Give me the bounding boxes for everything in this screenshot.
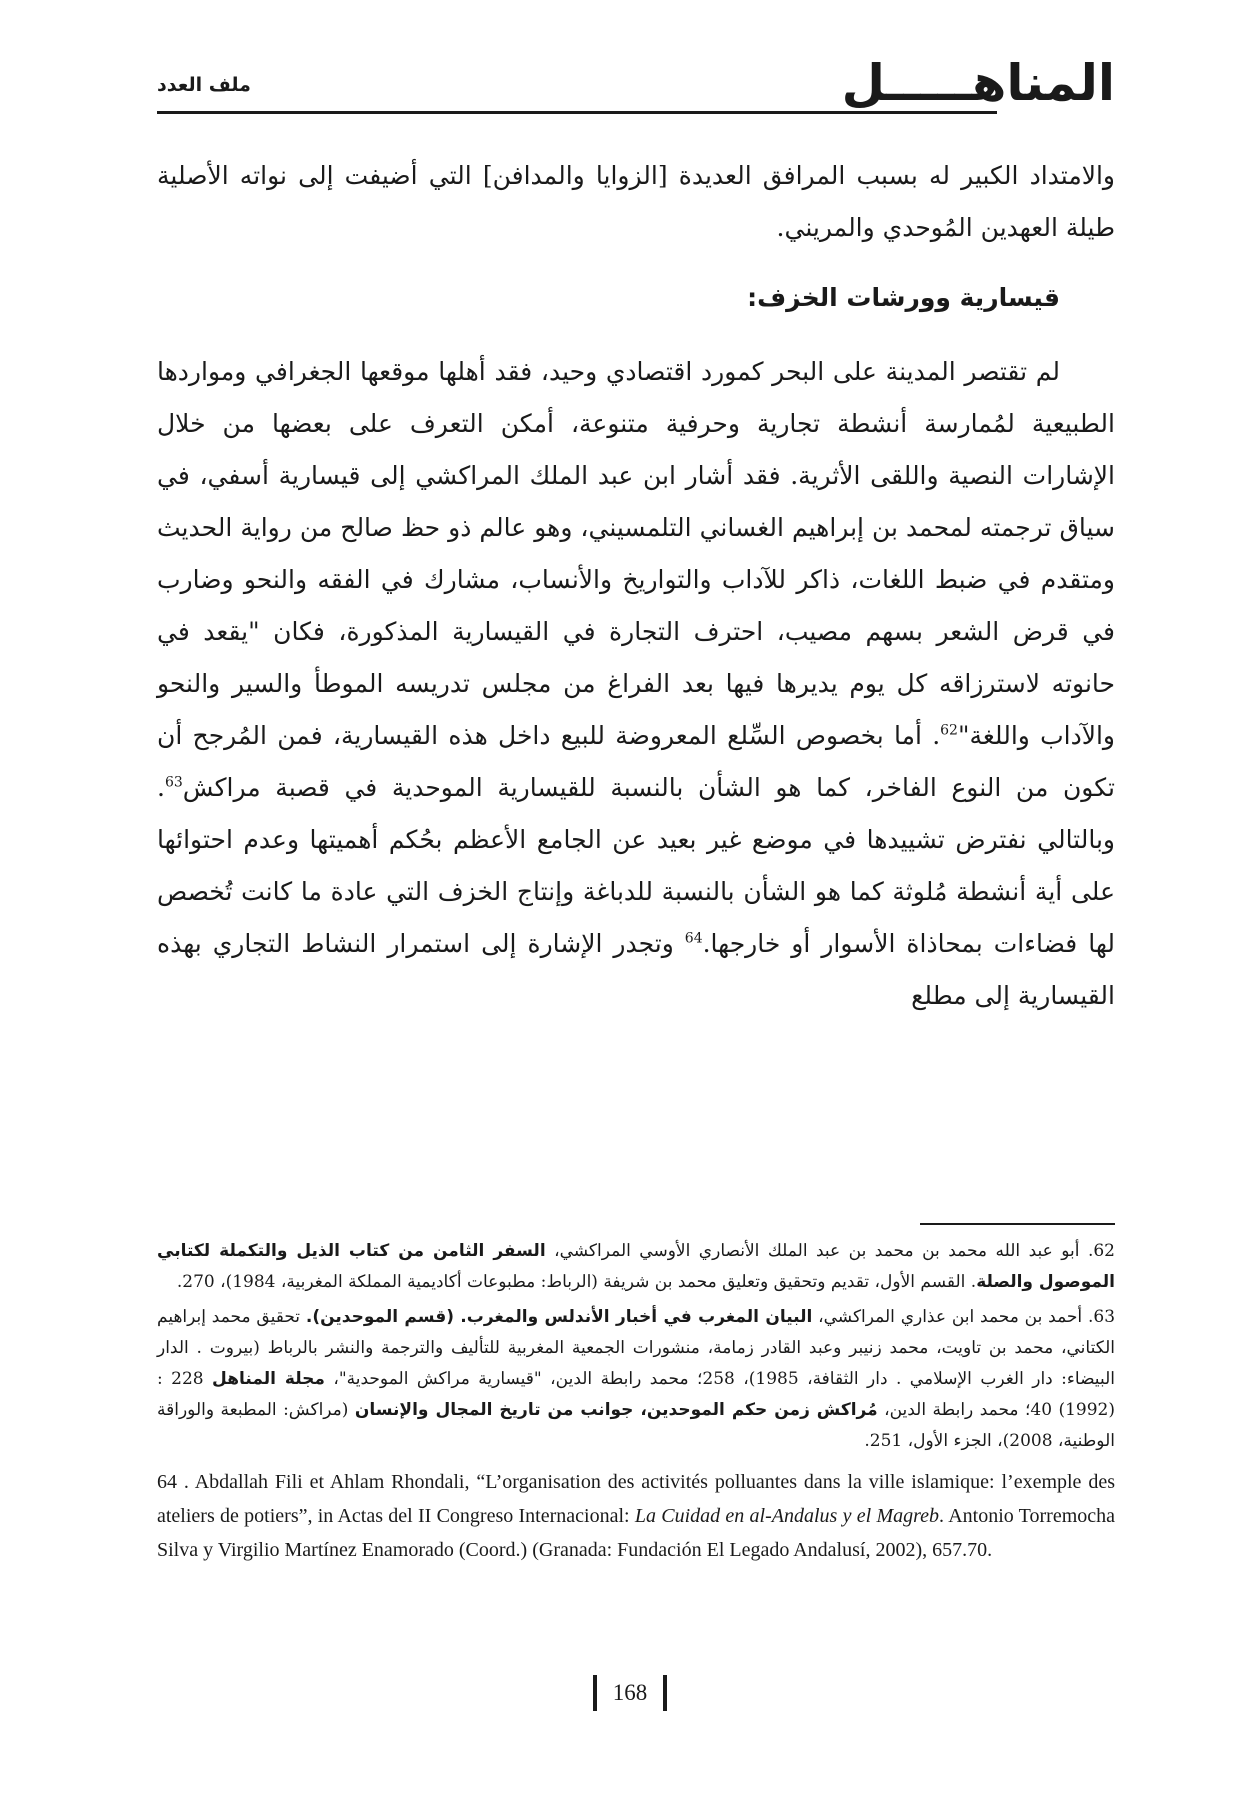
footnote-ref-64[interactable]: 64 — [684, 930, 703, 947]
footnote-62 — [157, 1236, 1115, 1298]
footnote-63-journal: مجلة المناهل — [212, 1369, 325, 1389]
page-footer — [0, 1675, 1260, 1711]
page-number-bar-left — [593, 1675, 597, 1711]
body-text — [157, 150, 1115, 1022]
footnote-separator — [920, 1223, 1115, 1225]
paragraph-2-part-4: وتجدر الإشارة إلى استمرار النشاط التجاري بهذه القيسارية إلى مطلع — [157, 929, 1115, 1010]
footnote-64-text: 64 . Abdallah Fili et Ahlam Rhondali, “L’organisation des activités polluantes dans la ville islamique: l’exemple des ateliers de potiers”, in Actas del II Congreso Internacional: — [157, 1471, 1115, 1527]
running-header — [157, 54, 1115, 118]
footnote-64 — [157, 1465, 1115, 1567]
journal-logo: المناهـــــل — [841, 54, 1115, 112]
footnote-63-details: تحقيق محمد إبراهيم الكتاني، محمد بن تاويت، محمد زنيبر وعبد القادر زمامة، منشورات الجمعية المغربية للتأليف والترجمة والنشر بالرباط (بيروت . الدار البيضاء: دار الغرب الإسلامي . دار الثقافة، 1985)، 258؛ محمد رابطة الدين، "قيسارية مراكش الموحدية"، — [157, 1307, 1115, 1389]
footnote-64-details: . Antonio Torremocha Silva y Virgilio Martínez Enamorado (Coord.) (Granada: Fundación El Legado Andalusí, 2002), 657.70. — [157, 1505, 1116, 1561]
section-title: ملف العدد — [157, 74, 251, 96]
footnote-62-title: السفر الثامن من كتاب الذيل والتكملة لكتابي الموصول والصلة — [157, 1241, 1115, 1292]
footnote-ref-62[interactable]: 62 — [940, 722, 958, 739]
paragraph-2-part-2: . أما بخصوص السِّلع المعروضة للبيع داخل هذه القيسارية، فمن المُرجح أن تكون من النوع الفاخر، كما هو الشأن بالنسبة للقيسارية الموحدية في قصبة مراكش — [157, 721, 1115, 802]
paragraph-2 — [157, 346, 1115, 1022]
footnote-63-book-title: مُراكش زمن حكم الموحدين، جوانب من تاريخ المجال والإنسان — [354, 1400, 878, 1420]
footnotes — [157, 1236, 1115, 1571]
paragraph-2-part-1: لم تقتصر المدينة على البحر كمورد اقتصادي وحيد، فقد أهلها موقعها الجغرافي ومواردها الطبيعية لمُمارسة أنشطة تجارية وحرفية متنوعة، أمكن التعرف على بعضها من خلال الإشارات النصية واللقى الأثرية. فقد أشار ابن عبد الملك المراكشي إلى قيسارية أسفي، في سياق ترجمته لمحمد بن إبراهيم الغساني التلمسيني، وهو عالم ذو حظ صالح من رواية الحديث ومتقدم في ضبط اللغات، ذاكر للآداب والتواريخ والأنساب، مشارك في الفقه والنحو وضارب في قرض الشعر بسهم مصيب، احترف التجارة في القيسارية المذكورة، فكان "يقعد في حانوته لاسترزاقه كل يوم يديرها فيها بعد الفراغ من مجلس تدريسه الموطأ والسير والنحو والآداب واللغة" — [157, 357, 1115, 750]
page-number-bar-right — [663, 1675, 667, 1711]
page-number: 168 — [612, 1680, 648, 1705]
paragraph-1: والامتداد الكبير له بسبب المرافق العديدة [الزوايا والمدافن] التي أضيفت إلى نواته الأصلية طيلة العهدين المُوحدي والمريني. — [157, 161, 1115, 242]
footnote-64-title: La Cuidad en al-Andalus y el Magreb — [634, 1505, 940, 1527]
section-heading: قيسارية وورشات الخزف: — [747, 283, 1060, 312]
footnote-63-author: 63. أحمد بن محمد ابن عذاري المراكشي، — [812, 1307, 1116, 1327]
footnote-63-journal-details: 228 :(1992) 40؛ محمد رابطة الدين، — [157, 1369, 1115, 1420]
footnote-62-details: . القسم الأول، تقديم وتحقيق وتعليق محمد بن شريفة (الرباط: مطبوعات أكاديمية المملكة المغربية، 1984)، 270. — [176, 1272, 977, 1292]
footnote-63-title: البيان المغرب في أخبار الأندلس والمغرب. (قسم الموحدين). — [305, 1307, 813, 1327]
footnote-63 — [157, 1302, 1115, 1457]
footnote-ref-63[interactable]: 63 — [164, 774, 183, 791]
paragraph-2-part-3: . وبالتالي نفترض تشييدها في موضع غير بعيد عن الجامع الأعظم بحُكم أهميتها وعدم احتوائها على أية أنشطة مُلوثة كما هو الشأن بالنسبة للدباغة وإنتاج الخزف التي عادة ما كانت تُخصص لها فضاءات بمحاذاة الأسوار أو خارجها. — [157, 773, 1115, 958]
footnote-62-author: 62. أبو عبد الله محمد بن محمد بن عبد الملك الأنصاري الأوسي المراكشي، — [545, 1241, 1115, 1261]
footnote-63-book-details: (مراكش: المطبعة والوراقة الوطنية، 2008)، الجزء الأول، 251. — [157, 1400, 1115, 1451]
